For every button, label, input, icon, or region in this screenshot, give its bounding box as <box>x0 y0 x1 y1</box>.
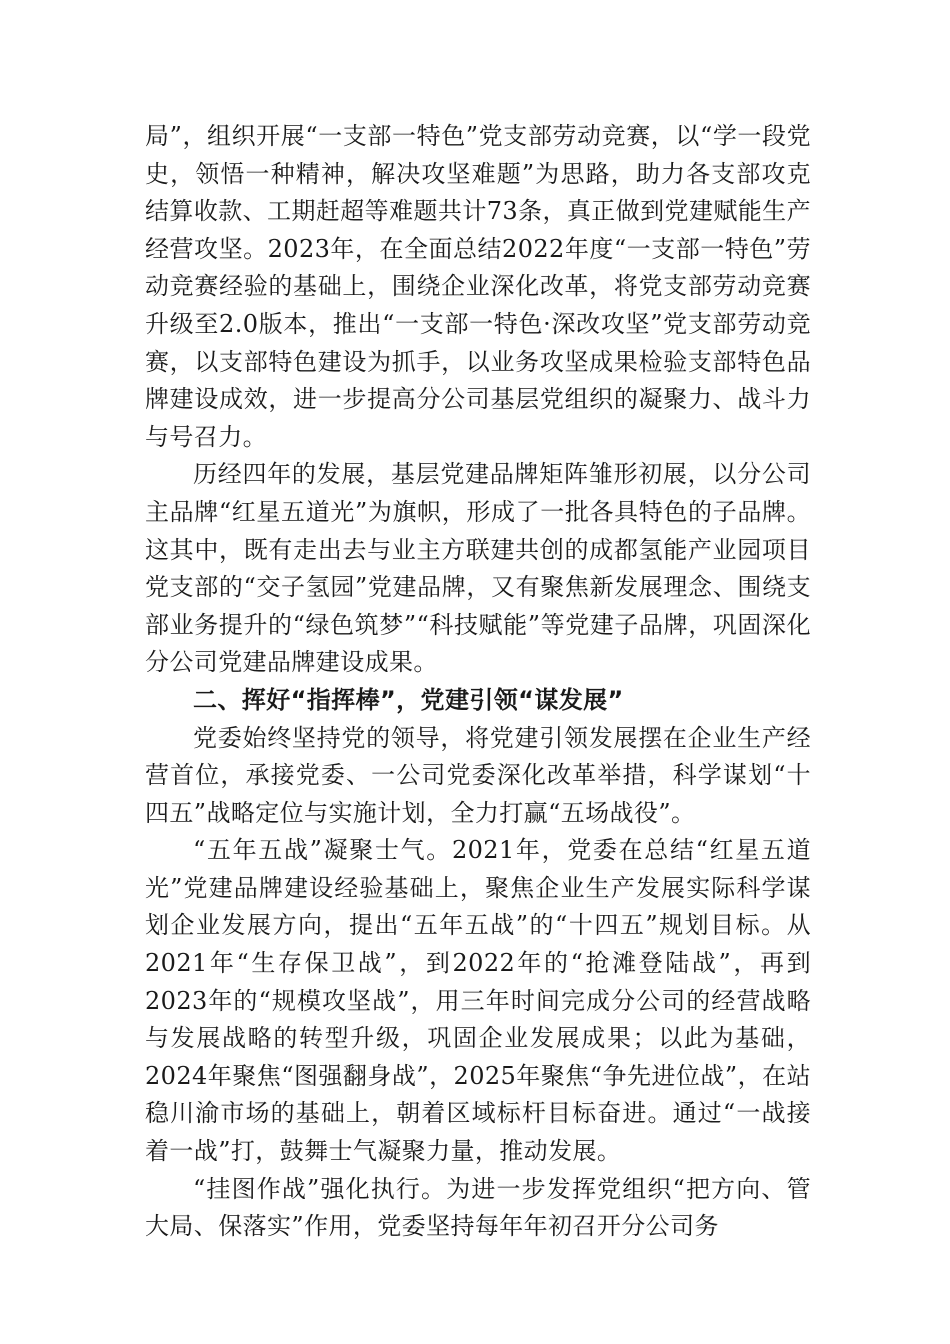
paragraph-4: “五年五战”凝聚士气。2021年，党委在总结“红星五道光”党建品牌建设经验基础上，聚焦企业生产发展实际科学谋划企业发展方向，提出“五年五战”的“十四五”规划目标。从2021年“生存保卫战”，到2022年的“抢滩登陆战”，再到2023年的“规模攻坚战”，用三年时间完成分公司的经营战略与发展战略的转型升级，巩固企业发展成果；以此为基础，2024年聚焦“图强翻身战”，2025年聚焦“争先进位战”，在站稳川渝市场的基础上，朝着区域标杆目标奋进。通过“一战接着一战”打，鼓舞士气凝聚力量，推动发展。 <box>145 836 811 1166</box>
paragraph-5: “挂图作战”强化执行。为进一步发挥党组织“把方向、管大局、保落实”作用，党委坚持每年年初召开分公司务 <box>145 1174 811 1241</box>
document-page <box>145 118 811 1246</box>
paragraph-3: 党委始终坚持党的领导，将党建引领发展摆在企业生产经营首位，承接党委、一公司党委深化改革举措，科学谋划“十四五”战略定位与实施计划，全力打赢“五场战役”。 <box>145 723 811 827</box>
section-heading: 二、挥好“指挥棒”，党建引领“谋发展” <box>193 685 624 714</box>
paragraph-2: 历经四年的发展，基层党建品牌矩阵雏形初展，以分公司主品牌“红星五道光”为旗帜，形成了一批各具特色的子品牌。这其中，既有走出去与业主方联建共创的成都氢能产业园项目党支部的“交子氢园”党建品牌，又有聚焦新发展理念、围绕支部业务提升的“绿色筑梦”“科技赋能”等党建子品牌，巩固深化分公司党建品牌建设成果。 <box>145 460 811 677</box>
paragraph-1: 局”，组织开展“一支部一特色”党支部劳动竞赛，以“学一段党史，领悟一种精神，解决攻坚难题”为思路，助力各支部攻克结算收款、工期赶超等难题共计73条，真正做到党建赋能生产经营攻坚。2023年，在全面总结2022年度“一支部一特色”劳动竞赛经验的基础上，围绕企业深化改革，将党支部劳动竞赛升级至2.0版本，推出“一支部一特色·深改攻坚”党支部劳动竞赛，以支部特色建设为抓手，以业务攻坚成果检验支部特色品牌建设成效，进一步提高分公司基层党组织的凝聚力、战斗力与号召力。 <box>145 122 811 451</box>
